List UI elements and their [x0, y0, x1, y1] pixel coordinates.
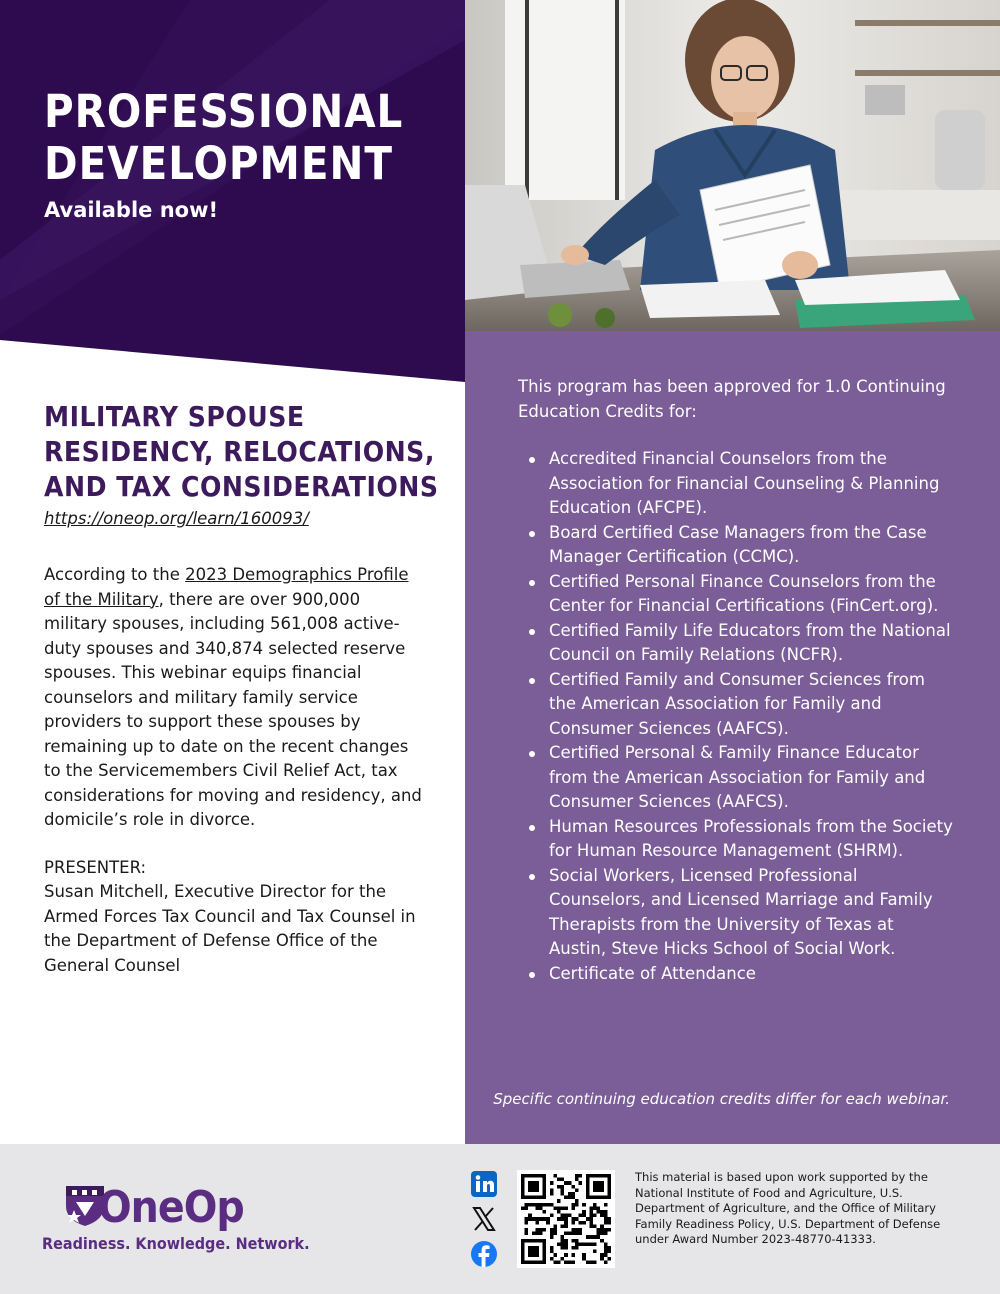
- woman-reviewing-documents-image: [465, 0, 1000, 331]
- event-title-line: MILITARY SPOUSE: [44, 400, 305, 433]
- credits-intro: This program has been approved for 1.0 Continuing Education Credits for:: [518, 377, 946, 421]
- qr-code[interactable]: [517, 1170, 615, 1268]
- event-description: [44, 563, 424, 833]
- qr-code-image: [521, 1174, 611, 1264]
- footer: [0, 1144, 1000, 1294]
- credits-panel: [465, 331, 1000, 1144]
- credit-item: Certified Personal & Family Finance Educator from the American Association for Family and Consumer Sciences (AAFCS).: [525, 741, 955, 815]
- social-links: [470, 1170, 500, 1275]
- credit-item: Certified Personal Finance Counselors from the Center for Financial Certifications (FinCert.org).: [525, 570, 955, 619]
- event-url-link[interactable]: https://oneop.org/learn/160093/: [44, 509, 309, 528]
- presenter-label: PRESENTER:: [44, 858, 147, 877]
- credit-item: Certified Family Life Educators from the National Council on Family Relations (NCFR).: [525, 619, 955, 668]
- credit-item: Accredited Financial Counselors from the Association for Financial Counseling & Planning Education (AFCPE).: [525, 447, 955, 521]
- hero-subtitle: Available now!: [44, 198, 219, 222]
- hero-title-line: DEVELOPMENT: [44, 137, 394, 190]
- demographics-profile-link[interactable]: 2023 Demographics Profile of the Military: [44, 565, 409, 609]
- hero-photo: [465, 0, 1000, 331]
- event-title-line: AND TAX CONSIDERATIONS: [44, 470, 439, 503]
- oneop-logo[interactable]: [42, 1180, 312, 1260]
- hero-title: [44, 86, 454, 190]
- presenter-text: Susan Mitchell, Executive Director for the Armed Forces Tax Council and Tax Counsel in the Department of Defense Office of the General Counsel: [44, 882, 416, 975]
- hero-title-line: PROFESSIONAL: [44, 85, 404, 138]
- logo-wordmark: OneOp: [98, 1182, 244, 1233]
- event-title-line: RESIDENCY, RELOCATIONS,: [44, 435, 435, 468]
- credit-item: Human Resources Professionals from the Society for Human Resource Management (SHRM).: [525, 815, 955, 864]
- credits-note: Specific continuing education credits differ for each webinar.: [493, 1090, 950, 1108]
- event-title: [44, 399, 444, 504]
- facebook-icon[interactable]: [470, 1240, 498, 1268]
- funding-statement: This material is based upon work supported by the National Institute of Food and Agriculture, U.S. Department of Agriculture, and the Office of Military Family Readiness Policy, U.S. Department of Defense under Award Number 2023-48770-41333.: [635, 1170, 941, 1247]
- credit-item: Social Workers, Licensed Professional Counselors, and Licensed Marriage and Family Therapists from the University of Texas at Austin, Steve Hicks School of Social Work.: [525, 864, 955, 962]
- credit-list: [525, 447, 955, 986]
- x-icon[interactable]: [470, 1205, 498, 1233]
- credit-item: Certificate of Attendance: [525, 962, 955, 987]
- description-text: , there are over 900,000 military spouses, including 561,008 active-duty spouses and 340,874 selected reserve spouses. This webinar equips financial counselors and military family service providers to support these spouses by remaining up to date on the recent changes to the Servicemembers Civil Relief Act, tax considerations for moving and residency, and domicile’s role in divorce.: [44, 589, 422, 829]
- logo-tagline: Readiness. Knowledge. Network.: [42, 1234, 310, 1253]
- banner-background: [0, 0, 465, 390]
- credit-item: Board Certified Case Managers from the Case Manager Certification (CCMC).: [525, 521, 955, 570]
- header-banner: [0, 0, 465, 390]
- linkedin-icon[interactable]: [470, 1170, 498, 1198]
- credit-item: Certified Family and Consumer Sciences from the American Association for Family and Consumer Sciences (AAFCS).: [525, 668, 955, 742]
- description-text: According to the: [44, 565, 186, 584]
